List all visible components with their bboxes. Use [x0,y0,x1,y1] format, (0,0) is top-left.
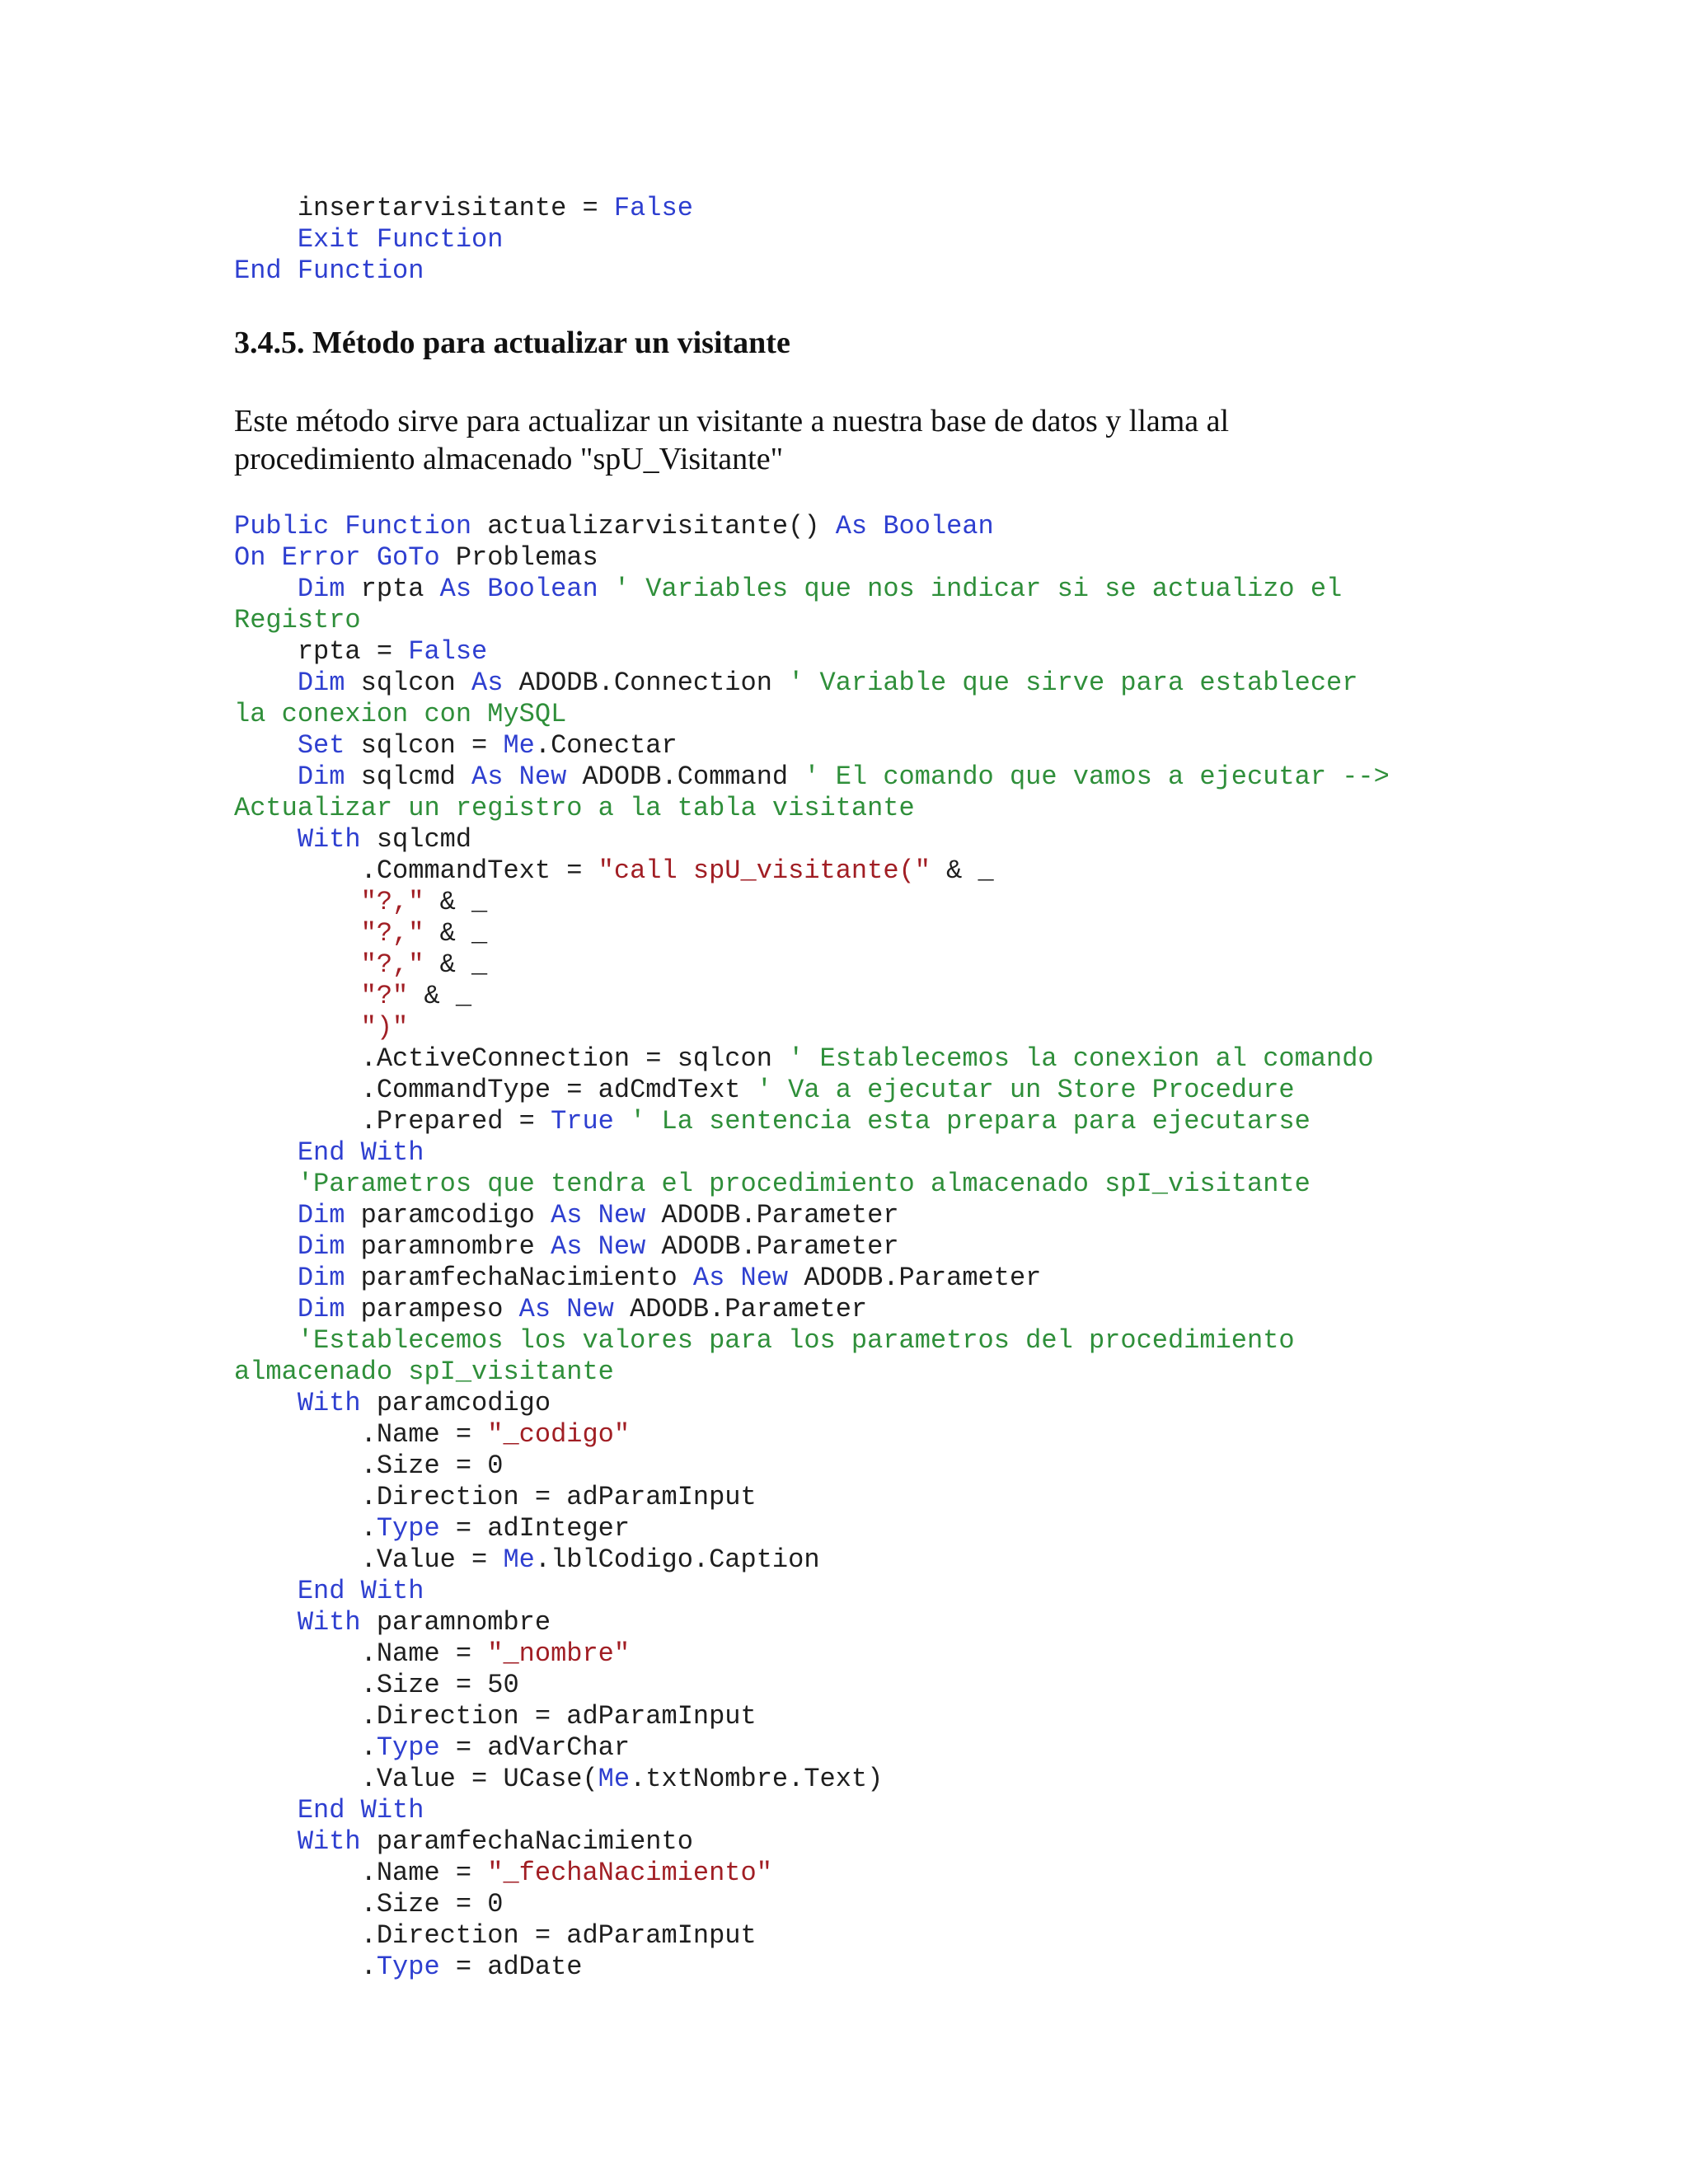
paragraph-line: procedimiento almacenado "spU_Visitante" [234,442,784,476]
code-keyword: With [297,1607,361,1638]
code-line [234,1544,1390,1576]
code-text: .CommandType = adCmdText [234,1075,757,1105]
code-keyword: False [613,193,693,223]
code-text [234,1388,298,1418]
code-line [234,699,1390,730]
code-line [234,1513,1390,1544]
code-text: .Direction = adParamInput [234,1701,757,1732]
code-text [234,668,298,698]
code-line [234,1670,1390,1701]
code-comment: 'Parametros que tendra el procedimiento almacenado spI_visitante [297,1169,1311,1199]
code-text [234,887,361,917]
code-line [234,1263,1390,1294]
code-keyword: With [297,824,361,855]
code-line [234,1388,1390,1419]
code-comment: ' Establecemos la conexion al comando [788,1043,1374,1074]
code-keyword: Dim [297,762,345,792]
code-keyword: Dim [297,1263,345,1293]
code-keyword: Me [503,1544,535,1575]
code-text: sqlcmd [360,824,472,855]
code-text: ADODB.Parameter [788,1263,1042,1293]
code-keyword: Dim [297,574,345,604]
code-text [234,1294,298,1324]
code-text: paramcodigo [345,1200,551,1230]
code-block-main [234,511,1390,1983]
code-string: "?," [360,918,424,949]
code-comment: ' El comando que vamos a ejecutar --> [804,762,1390,792]
code-keyword: Me [503,730,535,761]
code-text: ADODB.Parameter [613,1294,868,1324]
section-heading: 3.4.5. Método para actualizar un visitante [234,326,790,360]
code-text: . [234,1732,377,1763]
code-string: "?" [360,981,409,1011]
code-keyword: As New [518,1294,614,1324]
code-keyword: As [471,668,504,698]
code-keyword: Type [376,1513,440,1544]
code-text [234,574,298,604]
code-keyword: Dim [297,1231,345,1262]
code-keyword: On Error GoTo [234,542,440,573]
code-text [234,981,361,1011]
code-text: sqlcon = [345,730,504,761]
code-text: .CommandText = [234,855,598,886]
code-text: & _ [424,887,488,917]
code-text: = adInteger [439,1513,631,1544]
code-line [234,1482,1390,1513]
code-line [234,1294,1390,1325]
code-keyword: As Boolean [835,511,994,541]
code-text [234,918,361,949]
paragraph-line: Este método sirve para actualizar un visitante a nuestra base de datos y llama al [234,404,1230,438]
code-line [234,1137,1390,1169]
code-string: ")" [360,1012,409,1043]
code-keyword: True [551,1106,614,1137]
code-text: & _ [408,981,472,1011]
code-comment: la conexion con MySQL [234,699,567,729]
code-text [234,1200,298,1230]
code-text [234,762,298,792]
code-comment: ' Variables que nos indicar si se actualizo el [598,574,1343,604]
code-line [234,1920,1390,1952]
code-line [234,824,1390,855]
code-line [234,605,1390,636]
code-line [234,762,1390,793]
code-text: ADODB.Parameter [645,1231,899,1262]
section-paragraph [234,402,1388,478]
code-line [234,949,1390,981]
code-comment: Actualizar un registro a la tabla visitante [234,793,915,823]
code-string: "_codigo" [487,1419,631,1450]
code-text: paramnombre [345,1231,551,1262]
code-line [234,1701,1390,1732]
code-line [234,668,1390,699]
code-line [234,918,1390,949]
code-comment: ' La sentencia esta prepara para ejecutarse [613,1106,1311,1137]
code-block-top [234,193,693,287]
code-text: sqlcmd [345,762,472,792]
code-line [234,1106,1390,1137]
code-line [234,1795,1390,1826]
code-keyword: As New [692,1263,789,1293]
code-text [234,1263,298,1293]
code-text [234,1325,298,1356]
code-line [234,255,693,287]
code-keyword: Public Function [234,511,472,541]
code-line [234,1451,1390,1482]
code-text: paramfechaNacimiento [345,1263,693,1293]
code-text: actualizarvisitante() [471,511,836,541]
code-text [234,1576,298,1606]
code-comment: 'Establecemos los valores para los parametros del procedimiento [297,1325,1295,1356]
code-comment: almacenado spI_visitante [234,1357,614,1387]
code-line [234,1638,1390,1670]
code-keyword: As New [551,1200,646,1230]
code-keyword: Dim [297,1294,345,1324]
code-keyword: End Function [234,255,424,286]
code-keyword: With [297,1826,361,1857]
code-text: .Name = [234,1638,488,1669]
code-keyword: Dim [297,668,345,698]
code-line [234,636,1390,668]
code-line [234,1075,1390,1106]
code-keyword: Type [376,1732,440,1763]
code-text: ADODB.Parameter [645,1200,899,1230]
code-string: "?," [360,949,424,980]
code-text: . [234,1513,377,1544]
code-line [234,1169,1390,1200]
code-line [234,1607,1390,1638]
code-text: .Value = UCase( [234,1764,598,1794]
code-text: .Name = [234,1858,488,1888]
code-text [234,949,361,980]
code-keyword: As New [551,1231,646,1262]
code-text: sqlcon [345,668,472,698]
code-keyword: With [297,1388,361,1418]
code-text: .lblCodigo.Caption [534,1544,820,1575]
code-line [234,793,1390,824]
code-text: parampeso [345,1294,519,1324]
code-keyword: End With [297,1795,424,1825]
code-keyword: As Boolean [439,574,598,604]
code-string: "_fechaNacimiento" [487,1858,772,1888]
code-text: rpta [345,574,440,604]
code-text: = adVarChar [439,1732,631,1763]
code-line [234,1889,1390,1920]
code-line [234,1043,1390,1075]
code-text [234,1826,298,1857]
code-text [234,1795,298,1825]
code-comment: Registro [234,605,361,635]
code-text: .Direction = adParamInput [234,1920,757,1951]
code-line [234,1200,1390,1231]
code-line [234,1952,1390,1983]
code-text: & _ [424,949,488,980]
code-comment: ' Va a ejecutar un Store Procedure [756,1075,1295,1105]
code-keyword: Dim [297,1200,345,1230]
code-line [234,887,1390,918]
code-keyword: As New [471,762,567,792]
code-line [234,1764,1390,1795]
code-text: .Conectar [534,730,678,761]
code-line [234,224,693,255]
code-string: "call spU_visitante(" [598,855,931,886]
code-keyword: Me [598,1764,631,1794]
code-text: .Value = [234,1544,504,1575]
code-line [234,511,1390,542]
code-line [234,981,1390,1012]
code-text: . [234,1952,377,1982]
code-keyword: Exit Function [297,224,504,255]
code-line [234,1858,1390,1889]
code-keyword: End With [297,1576,424,1606]
code-text [234,1012,361,1043]
code-keyword: Set [297,730,345,761]
code-line [234,1732,1390,1764]
code-line [234,1325,1390,1357]
code-keyword: Type [376,1952,440,1982]
code-line [234,1576,1390,1607]
code-text [234,224,298,255]
code-text [234,1169,298,1199]
code-text: .Name = [234,1419,488,1450]
code-line [234,193,693,224]
code-text [234,1137,298,1168]
code-line [234,542,1390,574]
code-text: .Direction = adParamInput [234,1482,757,1512]
code-text: .txtNombre.Text) [630,1764,884,1794]
code-text [234,1231,298,1262]
code-comment: ' Variable que sirve para establecer [788,668,1358,698]
code-line [234,574,1390,605]
code-text: rpta = [234,636,409,667]
code-text: .Size = 0 [234,1889,504,1919]
code-text: ADODB.Command [566,762,804,792]
code-line [234,1231,1390,1263]
code-text [234,730,298,761]
code-keyword: False [408,636,488,667]
code-text: .Size = 50 [234,1670,519,1700]
code-line [234,1012,1390,1043]
code-text: .Size = 0 [234,1451,504,1481]
code-text: & _ [930,855,994,886]
code-text [234,1607,298,1638]
code-text: paramnombre [360,1607,551,1638]
code-text: paramfechaNacimiento [360,1826,693,1857]
code-string: "_nombre" [487,1638,631,1669]
code-line [234,855,1390,887]
code-text: .ActiveConnection = sqlcon [234,1043,789,1074]
code-line [234,1826,1390,1858]
code-keyword: End With [297,1137,424,1168]
code-text [234,824,298,855]
code-line [234,730,1390,762]
code-text: .Prepared = [234,1106,551,1137]
code-string: "?," [360,887,424,917]
code-text: = adDate [439,1952,583,1982]
code-text: ADODB.Connection [503,668,789,698]
code-line [234,1419,1390,1451]
code-text: & _ [424,918,488,949]
code-text: Problemas [439,542,598,573]
code-text: paramcodigo [360,1388,551,1418]
code-line [234,1357,1390,1388]
code-text: insertarvisitante = [234,193,614,223]
